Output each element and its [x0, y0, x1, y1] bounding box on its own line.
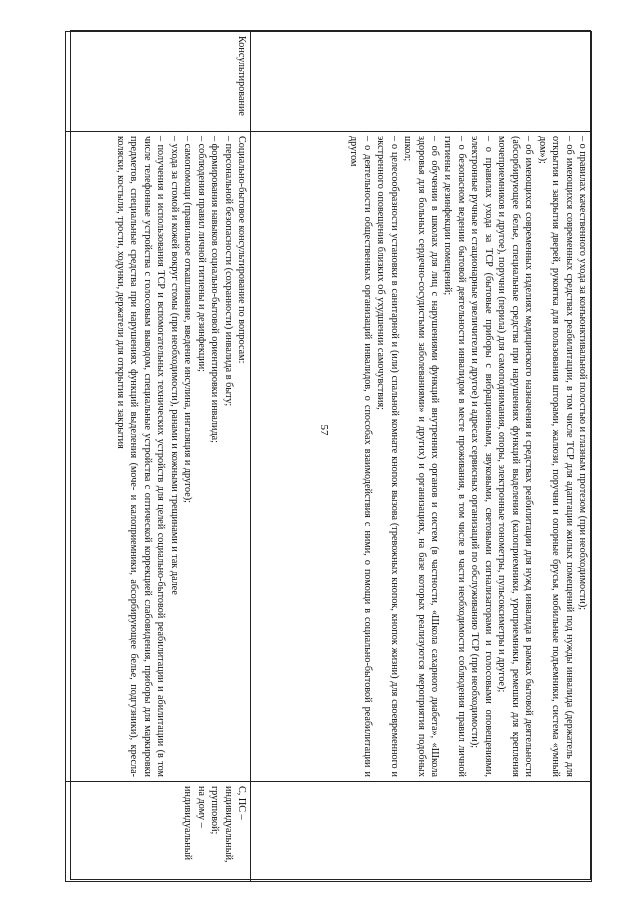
page-number: 57 [318, 424, 330, 436]
document-table-frame [70, 30, 591, 880]
table-row [66, 32, 251, 882]
content-line: – об имеющихся современных изделиях медицинского назначения и средствах реабилитации для нужд инвалида в рамках бытовой деятельности (абсорбирующее белье, специальные средства при нарушениях функций выделения (калоприемники, уроприемники, ремешки для крепления мочеприемников и другое), поручни (перила) для самоподнимания, опоры, электронные тонометры, пульсоксиметры и другое); [496, 136, 535, 777]
table-row [251, 32, 592, 882]
content-line: – об обучении в школах для лиц с нарушениями функций внутренних органов и систем (в частности, «Школа сахарного диабета», «Школа здоровья для больных сердечно-сосудистыми заболеваниями» и других) и организациях, на базе которых реализуются мероприятия подобных школ; [402, 136, 441, 777]
form-line: С, ПС – [236, 786, 247, 820]
content-line: – ухода за стомой и кожей вокруг стомы (при необходимости), ранами и кожными трещинами и так далее [168, 136, 180, 595]
content-line: Социально-бытовое консультирование по вопросам: [236, 136, 247, 364]
content-line: – об имеющихся современных средствах реабилитации, в том числе ТСР для адаптации жилых помещений под нужды инвалида (держатель для открытия и закрытия дверей, рукоятка для пользования шторами, жалюзи, поручни и опорные брусья, мобильные подъемники, система «умный дом»); [536, 136, 575, 777]
content-line: – соблюдения правил личной гигиены и дезинфекции; [195, 136, 207, 373]
content-line: – получения и использования ТСР и вспомогательных технических устройств для целей социально-бытовой реабилитации и абилитации (в том числе телефонные устройства с голосовым выводом, специальные устройства с оптической коррекцией слабовидения, приборы для маркировки предметов, специальные средства при нарушениях функций выделения (моче- и калоприемники, абсорбирующее белье, подгузники), кресла-коляски, костыли, трости, ходунки, держатели для открытия и закрытия [114, 136, 167, 777]
content-line: – о целесообразности установки в санитарной и (или) спальной комнате кнопок вызова (тревожных кнопок, кнопок жизни) для своевременного и экстренного оповещения близких об ухудшении самочувствия; [375, 136, 400, 777]
form-line: групповой; [209, 786, 221, 835]
form-line: индивидуальный, [222, 786, 234, 863]
rotated-table-container [71, 31, 592, 881]
content-cell [66, 132, 251, 782]
content-line: – о правилах качественного ухода за конъюнктивальной полостью и глазным протезом (при необходимости); [577, 136, 588, 611]
section-cell: Консультирование [66, 32, 251, 132]
content-cell [251, 132, 592, 782]
section-cell [251, 32, 592, 132]
content-line: – о безопасном ведении бытовой деятельности инвалидом в месте проживания, в том числе в части необходимости соблюдения правил личной гигиены и дезинфекции помещений; [442, 136, 467, 777]
content-line: – о правилах ухода за ТСР (бытовые приборы с вибрационными, звуковыми, световыми сигнализаторами и голосовыми оповещениями, электронные ручные и стационарные увеличители и другое) и адресах сервисных организаций по обслуживанию ТСР (при необходимости); [469, 136, 494, 777]
rehabilitation-table [65, 31, 592, 882]
form-line: на дому – [195, 786, 207, 828]
content-line: – формирования навыков социально-бытовой ориентировки инвалида; [209, 136, 221, 444]
content-line: – о деятельности общественных организаций инвалидов, о способах взаимодействия с ними, о помощи в социально-бытовой реабилитации и другом [348, 136, 373, 777]
form-line: индивидуальный [182, 786, 194, 861]
content-line: – самопомощи (правильное откашливание, введение инсулина, ингаляция и другое); [182, 136, 194, 503]
form-cell [66, 782, 251, 882]
content-line: – персональной безопасности (сохранности) инвалида в быту; [222, 136, 234, 407]
form-cell [251, 782, 592, 882]
